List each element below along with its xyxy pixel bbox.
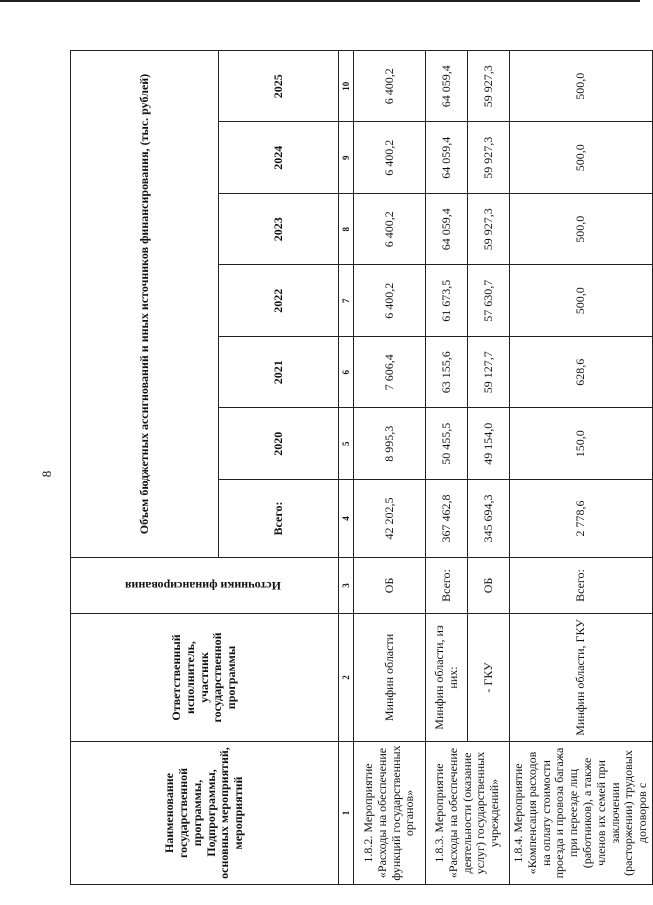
row-executor: - ГКУ (468, 614, 510, 742)
column-number: 4 (339, 480, 354, 558)
scan-edge-line (0, 0, 640, 2)
row-value-2024: 64 059,4 (426, 122, 468, 194)
row-name: 1.8.2. Мероприятие «Расходы на обеспечение функций государственных органов» (354, 742, 426, 885)
column-number: 5 (339, 408, 354, 480)
row-value-2023: 59 927,3 (468, 194, 510, 266)
page-number: 8 (39, 470, 54, 478)
row-total: 42 202,5 (354, 480, 426, 558)
financing-table (70, 50, 653, 885)
row-name: 1.8.3. Мероприятие «Расходы на обеспечение деятельности (оказание услуг) государственных учреждений» (426, 742, 510, 885)
column-number: 10 (339, 50, 354, 122)
row-value-2022: 57 630,7 (468, 265, 510, 337)
row-value-2024: 59 927,3 (468, 122, 510, 194)
table-row (426, 50, 468, 884)
header-name: Наименование государственной программы, Подпрограммы, основных мероприятий, мероприятий (71, 742, 339, 885)
row-total: 367 462,8 (426, 480, 468, 558)
row-value-2021: 628,6 (510, 337, 653, 409)
column-number: 1 (339, 742, 354, 885)
row-source: Всего: (426, 558, 468, 614)
row-value-2020: 8 995,3 (354, 408, 426, 480)
row-value-2025: 500,0 (510, 50, 653, 122)
row-total: 2 778,6 (510, 480, 653, 558)
row-name: 1.8.4. Мероприятие «Компенсация расходов на оплату стоимости проезда и провоза багажа при переезде лиц (работников), а также членов их семей при заключении (расторжении) трудовых договоров с (510, 742, 653, 885)
header-source-text: Источники финансирования (124, 579, 281, 594)
row-value-2022: 6 400,2 (354, 265, 426, 337)
column-number: 2 (339, 614, 354, 742)
row-value-2023: 64 059,4 (426, 194, 468, 266)
row-value-2024: 6 400,2 (354, 122, 426, 194)
header-source (71, 558, 339, 614)
table-row (354, 50, 426, 884)
row-value-2020: 49 154,0 (468, 408, 510, 480)
column-number: 8 (339, 194, 354, 266)
row-value-2022: 500,0 (510, 265, 653, 337)
row-value-2021: 63 155,6 (426, 337, 468, 409)
row-value-2021: 59 127,7 (468, 337, 510, 409)
header-year-2024: 2024 (219, 122, 339, 194)
column-number: 3 (339, 558, 354, 614)
row-source: ОБ (468, 558, 510, 614)
row-value-2025: 64 059,4 (426, 50, 468, 122)
header-executor: Ответственный исполнитель, участник государственной программы (71, 614, 339, 742)
header-total: Всего: (219, 480, 339, 558)
column-number-row (339, 50, 354, 884)
row-total: 345 694,3 (468, 480, 510, 558)
header-year-2021: 2021 (219, 337, 339, 409)
column-number: 9 (339, 122, 354, 194)
row-executor: Минфин области (354, 614, 426, 742)
row-value-2020: 150,0 (510, 408, 653, 480)
header-funding: Объем бюджетных ассигнований и иных источников финансирования, (тыс. рублей) (71, 50, 219, 557)
row-value-2023: 6 400,2 (354, 194, 426, 266)
rotated-table-container (70, 50, 650, 885)
row-source: ОБ (354, 558, 426, 614)
row-value-2024: 500,0 (510, 122, 653, 194)
row-value-2023: 500,0 (510, 194, 653, 266)
row-value-2021: 7 606,4 (354, 337, 426, 409)
column-number: 6 (339, 337, 354, 409)
row-value-2022: 61 673,5 (426, 265, 468, 337)
row-executor: Минфин области, ГКУ (510, 614, 653, 742)
table-row (510, 50, 653, 884)
row-value-2025: 6 400,2 (354, 50, 426, 122)
row-executor: Минфин области, из них: (426, 614, 468, 742)
header-year-2020: 2020 (219, 408, 339, 480)
column-number: 7 (339, 265, 354, 337)
header-year-2022: 2022 (219, 265, 339, 337)
header-year-2025: 2025 (219, 50, 339, 122)
row-source: Всего: (510, 558, 653, 614)
row-value-2020: 50 455,5 (426, 408, 468, 480)
header-year-2023: 2023 (219, 194, 339, 266)
row-value-2025: 59 927,3 (468, 50, 510, 122)
header-row-top (71, 50, 219, 884)
